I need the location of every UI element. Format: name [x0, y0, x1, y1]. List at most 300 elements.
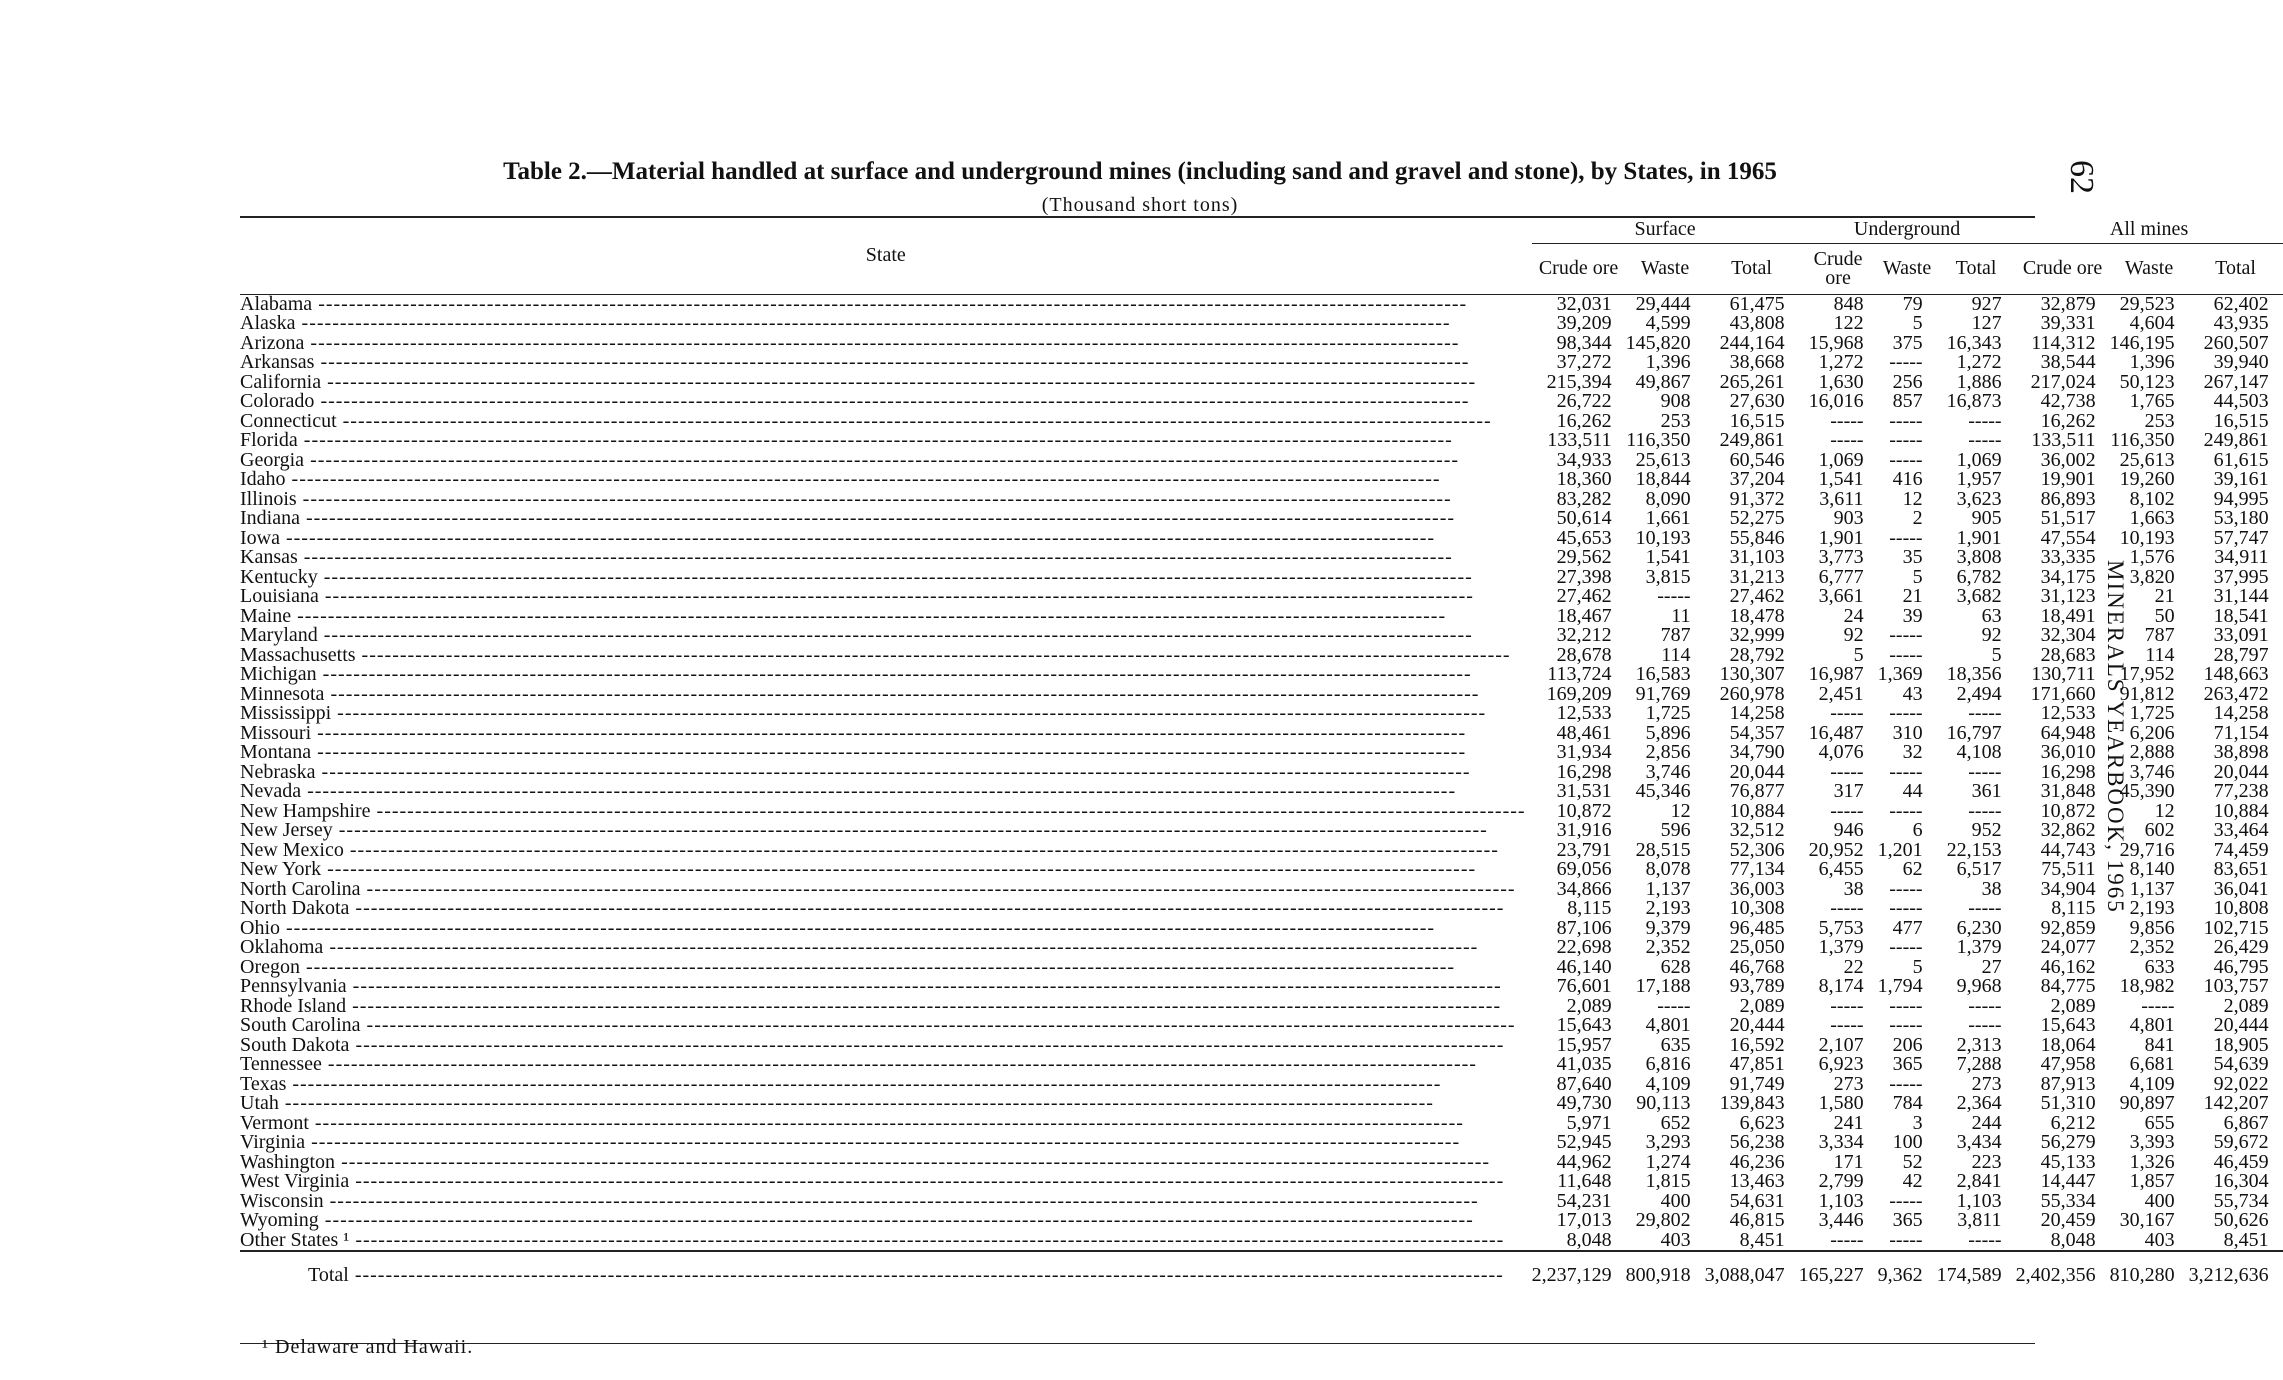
- table-cell: 1,815: [1645, 1170, 1691, 1192]
- table-cell: 10,193: [2119, 526, 2175, 549]
- table-cell: 39,161: [2213, 468, 2269, 490]
- state-name: Mississippi -----: [240, 704, 1532, 724]
- table-cell: 37,204: [1729, 468, 1785, 490]
- table-cell: 165,227: [1799, 1251, 1878, 1288]
- table-cell: 22: [1843, 955, 1864, 978]
- table-cell: 31,123: [2040, 585, 2096, 607]
- state-name: New Hampshire -----: [240, 802, 1532, 822]
- state-name: Total -----: [240, 1251, 1532, 1288]
- table-cell: 53,180: [2213, 507, 2269, 529]
- table-cell: 86,893: [2040, 487, 2096, 510]
- table-cell: 26,722: [1556, 390, 1612, 412]
- table-cell: 2,352: [2129, 936, 2175, 958]
- table-cell: 9,379: [1645, 916, 1691, 939]
- table-cell: -----: [1889, 936, 1923, 958]
- table-cell: 28,515: [1635, 838, 1691, 861]
- table-cell: 46,140: [1556, 955, 1612, 978]
- table-cell: 15,968: [1808, 331, 1864, 354]
- table-cell: 5: [1912, 955, 1923, 978]
- table-cell: 20,444: [2213, 1014, 2269, 1036]
- table-cell: 244: [1971, 1111, 2002, 1134]
- table-row: [240, 938, 2283, 958]
- table-cell: 1,272: [1818, 351, 1864, 373]
- table-cell: 12: [2154, 799, 2175, 822]
- table-cell: 3,434: [1956, 1131, 2002, 1153]
- table-cell: -----: [1889, 877, 1923, 900]
- table-cell: 8,048: [2050, 1228, 2096, 1251]
- table-cell: 52,945: [1556, 1131, 1612, 1153]
- table-cell: 317: [1833, 780, 1864, 802]
- table-cell: 260,507: [2203, 331, 2269, 354]
- table-cell: 27,630: [1729, 390, 1785, 412]
- running-head: MINERALS YEARBOOK, 1965: [2103, 560, 2128, 914]
- table-cell: 44: [1902, 780, 1923, 802]
- table-cell: 33,464: [2213, 819, 2269, 841]
- table-row: [240, 665, 2283, 685]
- table-cell: 38: [1981, 877, 2002, 900]
- table-cell: 31,213: [1729, 565, 1785, 588]
- table-cell: 215,394: [1546, 370, 1612, 393]
- table-row: [240, 1172, 2283, 1192]
- table-cell: 6: [1912, 819, 1923, 841]
- table-subtitle: (Thousand short tons): [1041, 194, 1239, 216]
- table-cell: -----: [1657, 994, 1691, 1017]
- table-cell: 3,611: [1819, 487, 1864, 510]
- state-name: Indiana -----: [240, 509, 1532, 529]
- state-name: Maine -----: [240, 607, 1532, 627]
- table-cell: 841: [2144, 1033, 2175, 1056]
- table-cell: 63: [1981, 604, 2002, 627]
- table-row: [240, 821, 2283, 841]
- table-cell: -----: [1830, 799, 1864, 822]
- table-cell: 2,402,356: [2016, 1251, 2110, 1288]
- table-row: [240, 431, 2283, 451]
- table-cell: -----: [1889, 994, 1923, 1017]
- table-cell: 17,013: [1556, 1209, 1612, 1231]
- table-cell: 5: [1912, 312, 1923, 334]
- table-cell: 62: [1902, 858, 1923, 880]
- table-cell: 74,459: [2213, 838, 2269, 861]
- state-column-header: State: [240, 218, 1532, 294]
- table-cell: 25,613: [1635, 448, 1691, 471]
- table-cell: 91,812: [2119, 682, 2175, 705]
- group-header-underground: Underground: [1799, 218, 2016, 243]
- table-cell: 3,212,636: [2189, 1251, 2283, 1288]
- table-cell: 8,115: [2051, 897, 2096, 919]
- table-cell: 48,461: [1556, 721, 1612, 744]
- table-cell: 16,304: [2213, 1170, 2269, 1192]
- table-cell: 20,044: [2213, 760, 2269, 783]
- group-header-surface: Surface: [1532, 218, 1799, 243]
- table-cell: 34,933: [1556, 448, 1612, 471]
- table-cell: -----: [1889, 526, 1923, 549]
- table-cell: 3,334: [1818, 1131, 1864, 1153]
- table-cell: 602: [2144, 819, 2175, 841]
- table-cell: 145,820: [1625, 331, 1691, 354]
- table-cell: 31,144: [2213, 585, 2269, 607]
- table-cell: 4,604: [2129, 312, 2175, 334]
- table-cell: 18,064: [2040, 1033, 2096, 1056]
- table-cell: 4,599: [1645, 312, 1691, 334]
- table-cell: 25,050: [1729, 936, 1785, 958]
- table-cell: 31,531: [1556, 780, 1612, 802]
- table-cell: 18,360: [1556, 468, 1612, 490]
- table-cell: 16,515: [1729, 409, 1785, 432]
- table-cell: 77,238: [2213, 780, 2269, 802]
- state-name: Montana -----: [240, 743, 1532, 763]
- table-cell: -----: [1889, 409, 1923, 432]
- table-cell: 32: [1902, 741, 1923, 763]
- table-cell: 2,494: [1956, 682, 2002, 705]
- table-cell: 2,352: [1645, 936, 1691, 958]
- table-title: Table 2.—Material handled at surface and underground mines (including sand and gravel and stone), by States, in 1965: [503, 158, 1777, 185]
- total-row: [240, 1251, 2283, 1288]
- table-cell: 28,797: [2213, 643, 2269, 666]
- table-cell: 43,808: [1729, 312, 1785, 334]
- table-cell: 256: [1892, 370, 1923, 393]
- table-cell: 94,995: [2213, 487, 2269, 510]
- state-name: Maryland -----: [240, 626, 1532, 646]
- table-cell: 655: [2144, 1111, 2175, 1134]
- table-cell: 3,088,047: [1705, 1251, 1799, 1288]
- state-name: Oregon -----: [240, 958, 1532, 978]
- table-cell: 47,851: [1729, 1053, 1785, 1075]
- table-cell: 11,648: [1557, 1170, 1612, 1192]
- table-cell: 223: [1971, 1150, 2002, 1173]
- table-cell: 2,089: [2223, 994, 2269, 1017]
- table-cell: -----: [1889, 1189, 1923, 1212]
- state-name: Washington -----: [240, 1153, 1532, 1173]
- table-cell: 169,209: [1546, 682, 1612, 705]
- table-cell: 6,623: [1739, 1111, 1785, 1134]
- table-cell: 90,113: [1636, 1092, 1691, 1114]
- table-cell: 29,716: [2119, 838, 2175, 861]
- table-cell: 38,668: [1729, 351, 1785, 373]
- table-cell: 416: [1892, 468, 1923, 490]
- table-cell: 1,661: [1645, 507, 1691, 529]
- table-cell: 8,048: [1566, 1228, 1612, 1251]
- state-name: Other States ¹ -----: [240, 1231, 1532, 1252]
- table-cell: 32,212: [1556, 624, 1612, 646]
- table-cell: 2,856: [1645, 741, 1691, 763]
- table-cell: 59,672: [2213, 1131, 2269, 1153]
- table-row: [240, 704, 2283, 724]
- table-cell: -----: [1889, 1228, 1923, 1251]
- table-cell: 15,957: [1556, 1033, 1612, 1056]
- table-cell: 23,791: [1556, 838, 1612, 861]
- table-cell: 310: [1892, 721, 1923, 744]
- table-cell: 60,546: [1729, 448, 1785, 471]
- table-cell: 4,109: [1645, 1072, 1691, 1095]
- table-cell: 93,789: [1729, 975, 1785, 997]
- table-cell: -----: [1889, 448, 1923, 471]
- table-cell: -----: [1830, 760, 1864, 783]
- state-name: Utah -----: [240, 1094, 1532, 1114]
- table-cell: 49,730: [1556, 1092, 1612, 1114]
- table-cell: 6,782: [1956, 565, 2002, 588]
- table-cell: -----: [1889, 1014, 1923, 1036]
- table-cell: 27,398: [1556, 565, 1612, 588]
- table-cell: 263,472: [2203, 682, 2269, 705]
- table-row: [240, 509, 2283, 529]
- table-cell: -----: [1830, 994, 1864, 1017]
- table-cell: 2: [1912, 507, 1923, 529]
- subheader-underground-crude-ore: Crude ore: [1799, 243, 1878, 294]
- table-cell: 96,485: [1729, 916, 1785, 939]
- table-cell: 800,918: [1626, 1251, 1705, 1288]
- table-cell: 361: [1971, 780, 2002, 802]
- table-cell: -----: [1889, 702, 1923, 724]
- table-cell: 130,711: [2031, 663, 2096, 685]
- table-cell: 18,541: [2213, 604, 2269, 627]
- table-cell: 44,503: [2213, 390, 2269, 412]
- table-cell: 79: [1902, 292, 1923, 315]
- state-name: West Virginia -----: [240, 1172, 1532, 1192]
- table-cell: 31,916: [1556, 819, 1612, 841]
- table-cell: 3,661: [1818, 585, 1864, 607]
- table-cell: 34,790: [1729, 741, 1785, 763]
- table-row: [240, 353, 2283, 373]
- table-cell: 1,326: [2129, 1150, 2175, 1173]
- table-cell: 20,952: [1808, 838, 1864, 861]
- table-cell: 1,857: [2129, 1170, 2175, 1192]
- table-cell: 6,867: [2223, 1111, 2269, 1134]
- table-cell: 91,749: [1729, 1072, 1785, 1095]
- table-cell: 16,487: [1808, 721, 1864, 744]
- table-cell: 403: [2144, 1228, 2175, 1251]
- state-name: Colorado -----: [240, 392, 1532, 412]
- table-cell: 16,873: [1946, 390, 2002, 412]
- table-cell: 10,308: [1729, 897, 1785, 919]
- table-cell: 2,089: [1739, 994, 1785, 1017]
- table-cell: 1,272: [1956, 351, 2002, 373]
- table-cell: 16,262: [1556, 409, 1612, 432]
- table-cell: 32,031: [1556, 292, 1612, 315]
- state-name: California -----: [240, 373, 1532, 393]
- table-cell: 36,041: [2213, 877, 2269, 900]
- table-cell: 148,663: [2203, 663, 2269, 685]
- state-name: Louisiana -----: [240, 587, 1532, 607]
- table-cell: 29,562: [1556, 546, 1612, 568]
- table-cell: 114,312: [2031, 331, 2096, 354]
- state-name: Kentucky -----: [240, 568, 1532, 588]
- table-row: [240, 743, 2283, 763]
- table-cell: 54,631: [1729, 1189, 1785, 1212]
- table-cell: 3,820: [2129, 565, 2175, 588]
- table-cell: 10,872: [2040, 799, 2096, 822]
- table-cell: 6,455: [1818, 858, 1864, 880]
- table-cell: 56,238: [1729, 1131, 1785, 1153]
- table-cell: 1,369: [1877, 663, 1923, 685]
- table-cell: 42,738: [2040, 390, 2096, 412]
- table-cell: 19,901: [2040, 468, 2096, 490]
- table-cell: 273: [1833, 1072, 1864, 1095]
- state-name: North Carolina -----: [240, 880, 1532, 900]
- subheader-all-total: Total: [2189, 243, 2283, 294]
- table-cell: 249,861: [1719, 429, 1785, 451]
- state-name: Wisconsin -----: [240, 1192, 1532, 1212]
- table-cell: 2,193: [2129, 897, 2175, 919]
- table-cell: 43: [1902, 682, 1923, 705]
- table-cell: 20,444: [1729, 1014, 1785, 1036]
- state-name: Virginia -----: [240, 1133, 1532, 1153]
- table-cell: 83,651: [2213, 858, 2269, 880]
- state-name: Nevada -----: [240, 782, 1532, 802]
- table-cell: 27: [1981, 955, 2002, 978]
- table-cell: 46,795: [2213, 955, 2269, 978]
- table-cell: 903: [1833, 507, 1864, 529]
- table-cell: 908: [1660, 390, 1691, 412]
- table-cell: 41,035: [1556, 1053, 1612, 1075]
- state-name: Michigan -----: [240, 665, 1532, 685]
- state-name: Minnesota -----: [240, 685, 1532, 705]
- table-cell: 16,797: [1946, 721, 2002, 744]
- table-cell: 1,630: [1818, 370, 1864, 393]
- table-cell: 127: [1971, 312, 2002, 334]
- table-cell: 69,056: [1556, 858, 1612, 880]
- table-row: [240, 314, 2283, 334]
- table-cell: 87,640: [1556, 1072, 1612, 1095]
- table-cell: 1,379: [1956, 936, 2002, 958]
- table-cell: 38,898: [2213, 741, 2269, 763]
- table-cell: 4,076: [1818, 741, 1864, 763]
- table-cell: 18,356: [1946, 663, 2002, 685]
- table-cell: 50,123: [2119, 370, 2175, 393]
- table-cell: 45,390: [2119, 780, 2175, 802]
- table-cell: 75,511: [2041, 858, 2096, 880]
- subheader-surface-total: Total: [1705, 243, 1799, 294]
- table-cell: 171: [1833, 1150, 1864, 1173]
- table-cell: 1,201: [1877, 838, 1923, 861]
- table-cell: 206: [1892, 1033, 1923, 1056]
- table-cell: 4,108: [1956, 741, 2002, 763]
- table-cell: 113,724: [1547, 663, 1612, 685]
- table-cell: 1,886: [1956, 370, 2002, 393]
- table-cell: 1,379: [1818, 936, 1864, 958]
- state-name: South Carolina -----: [240, 1016, 1532, 1036]
- table-cell: 76,601: [1556, 975, 1612, 997]
- table-cell: 36,002: [2040, 448, 2096, 471]
- table-cell: 28,792: [1729, 643, 1785, 666]
- table-cell: 45,133: [2040, 1150, 2096, 1173]
- table-cell: 6,923: [1818, 1053, 1864, 1075]
- table-cell: 3,446: [1818, 1209, 1864, 1231]
- table-cell: 1,396: [2129, 351, 2175, 373]
- table-cell: 905: [1971, 507, 2002, 529]
- table-cell: 8,451: [1739, 1228, 1785, 1251]
- table-cell: 628: [1660, 955, 1691, 978]
- table-cell: 130,307: [1719, 663, 1785, 685]
- state-name: South Dakota -----: [240, 1036, 1532, 1056]
- table-row: [240, 548, 2283, 568]
- table-cell: 87,106: [1556, 916, 1612, 939]
- table-cell: 52,306: [1729, 838, 1785, 861]
- state-name: Arkansas -----: [240, 353, 1532, 373]
- table-cell: 46,459: [2213, 1150, 2269, 1173]
- table-cell: 26,429: [2213, 936, 2269, 958]
- table-cell: 55,734: [2213, 1189, 2269, 1212]
- table-cell: -----: [1968, 897, 2002, 919]
- subheader-underground-waste: Waste: [1878, 243, 1937, 294]
- table-cell: 39,940: [2213, 351, 2269, 373]
- state-name: Tennessee -----: [240, 1055, 1532, 1075]
- table-cell: 16,592: [1729, 1033, 1785, 1056]
- table-cell: 133,511: [1547, 429, 1612, 451]
- table-cell: 1,137: [1645, 877, 1691, 900]
- table-cell: -----: [1830, 1228, 1864, 1251]
- table-cell: -----: [1968, 1014, 2002, 1036]
- table-cell: 16,298: [1556, 760, 1612, 783]
- table-cell: 2,841: [1956, 1170, 2002, 1192]
- table-cell: 174,589: [1937, 1251, 2016, 1288]
- subheader-all-crude-ore: Crude ore: [2016, 243, 2110, 294]
- table-row: [240, 782, 2283, 802]
- group-header-row: [240, 218, 2283, 243]
- table-cell: 1,663: [2129, 507, 2175, 529]
- table-cell: 3,746: [2129, 760, 2175, 783]
- table-cell: 13,463: [1729, 1170, 1785, 1192]
- table-cell: 4,109: [2129, 1072, 2175, 1095]
- table-cell: -----: [1968, 799, 2002, 822]
- table-cell: 50,626: [2213, 1209, 2269, 1231]
- table-cell: 139,843: [1719, 1092, 1785, 1114]
- table-cell: 36,010: [2040, 741, 2096, 763]
- table-row: [240, 587, 2283, 607]
- table-cell: 133,511: [2031, 429, 2096, 451]
- table-cell: 2,237,129: [1532, 1251, 1626, 1288]
- table-cell: 8,451: [2223, 1228, 2269, 1251]
- table-cell: 49,867: [1635, 370, 1691, 393]
- state-name: Arizona -----: [240, 334, 1532, 354]
- table-cell: 365: [1892, 1209, 1923, 1231]
- table-cell: 92,859: [2040, 916, 2096, 939]
- table-cell: 16,515: [2213, 409, 2269, 432]
- table-cell: 8,078: [1645, 858, 1691, 880]
- table-row: [240, 392, 2283, 412]
- table-cell: 2,089: [2050, 994, 2096, 1017]
- table-cell: 83,282: [1556, 487, 1612, 510]
- table-cell: 12: [1902, 487, 1923, 510]
- table-cell: -----: [1889, 429, 1923, 451]
- table-cell: 103,757: [2203, 975, 2269, 997]
- table-cell: 3,746: [1645, 760, 1691, 783]
- state-name: Alabama -----: [240, 294, 1532, 314]
- table-cell: 45,653: [1556, 526, 1612, 549]
- table-cell: 51,517: [2040, 507, 2096, 529]
- table-cell: -----: [1968, 760, 2002, 783]
- table-cell: 3,393: [2129, 1131, 2175, 1153]
- table-cell: 22,153: [1946, 838, 2002, 861]
- table-cell: 51,310: [2040, 1092, 2096, 1114]
- table-cell: 2,364: [1956, 1092, 2002, 1114]
- table-row: [240, 1231, 2283, 1252]
- table-cell: 39,209: [1556, 312, 1612, 334]
- table-cell: 6,777: [1818, 565, 1864, 588]
- table-cell: 400: [2144, 1189, 2175, 1212]
- table-cell: 5,753: [1818, 916, 1864, 939]
- table-cell: 1,541: [1645, 546, 1691, 568]
- table-cell: 21: [2154, 585, 2175, 607]
- table-cell: 55,334: [2040, 1189, 2096, 1212]
- table-cell: 61,615: [2213, 448, 2269, 471]
- table-cell: 9,856: [2129, 916, 2175, 939]
- table-cell: 28,678: [1556, 643, 1612, 666]
- table-cell: 787: [2144, 624, 2175, 646]
- table-cell: 42: [1902, 1170, 1923, 1192]
- table-cell: 1,103: [1818, 1189, 1864, 1212]
- table-cell: 45,346: [1635, 780, 1691, 802]
- table-cell: 76,877: [1729, 780, 1785, 802]
